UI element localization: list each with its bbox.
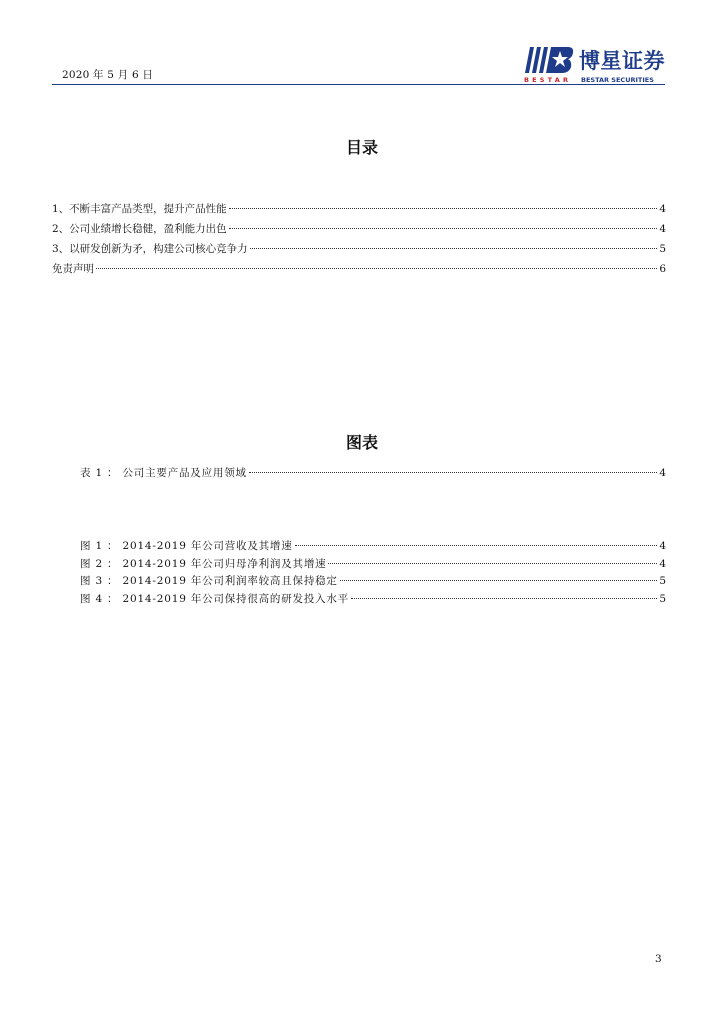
charts-title: 图表 <box>345 433 378 452</box>
toc-leader-dots <box>229 208 658 209</box>
toc-item-text: 2、公司业绩增长稳健，盈利能力出色 <box>52 223 227 235</box>
toc-leader-dots <box>96 268 657 269</box>
figure-leader-dots <box>328 563 657 564</box>
toc-item-text: 3、以研发创新为矛，构建公司核心竞争力 <box>52 243 248 255</box>
toc-item-page: 5 <box>659 243 666 255</box>
figure-leader-dots <box>351 598 657 599</box>
company-logo <box>524 45 664 85</box>
figure-item-page: 4 <box>659 557 666 570</box>
table-item-text: 表 1 ： 公司主要产品及应用领域 <box>80 467 247 479</box>
logo-chinese-name: 博星证券 <box>579 49 665 73</box>
toc-item-page: 6 <box>659 263 666 275</box>
toc-item-page: 4 <box>659 203 666 215</box>
figure-item-text: 图 1 ： 2014-2019 年公司营收及其增速 <box>80 540 293 552</box>
table-list <box>80 465 666 483</box>
toc-title: 目录 <box>345 138 378 157</box>
toc-item-text: 免责声明 <box>52 263 94 275</box>
bestar-logo-icon <box>524 45 574 75</box>
figure-item[interactable] <box>80 556 666 574</box>
table-leader-dots <box>249 472 658 473</box>
toc-item-page: 4 <box>659 223 666 235</box>
logo-english-short: BESTAR <box>524 76 572 84</box>
figure-item[interactable] <box>80 538 666 556</box>
toc-leader-dots <box>250 248 658 249</box>
toc-item[interactable] <box>52 241 666 261</box>
figure-leader-dots <box>295 545 658 546</box>
figure-item-text: 图 3 ： 2014-2019 年公司利润率较高且保持稳定 <box>80 575 338 587</box>
report-date: 2020 年 5 月 6 日 <box>62 69 154 81</box>
figure-leader-dots <box>340 580 658 581</box>
toc-item[interactable] <box>52 221 666 241</box>
logo-english-full: BESTAR SECURITIES <box>581 76 654 84</box>
figure-item-page: 4 <box>659 540 666 552</box>
figure-item-text: 图 2 ： 2014-2019 年公司归母净利润及其增速 <box>80 557 327 570</box>
figure-item-page: 5 <box>659 592 666 605</box>
table-item[interactable] <box>80 465 666 483</box>
figure-item-text: 图 4 ： 2014-2019 年公司保持很高的研发投入水平 <box>80 592 350 605</box>
figure-item[interactable] <box>80 591 666 609</box>
toc-list <box>52 201 666 281</box>
figure-item-page: 5 <box>659 575 666 587</box>
header-divider <box>52 84 665 85</box>
toc-item-text: 1、不断丰富产品类型，提升产品性能 <box>52 203 227 215</box>
figure-item[interactable] <box>80 573 666 591</box>
toc-item[interactable] <box>52 201 666 221</box>
figure-list <box>80 538 666 608</box>
toc-item[interactable] <box>52 261 666 281</box>
toc-leader-dots <box>229 228 658 229</box>
page-number: 3 <box>655 953 662 965</box>
table-item-page: 4 <box>659 467 666 479</box>
